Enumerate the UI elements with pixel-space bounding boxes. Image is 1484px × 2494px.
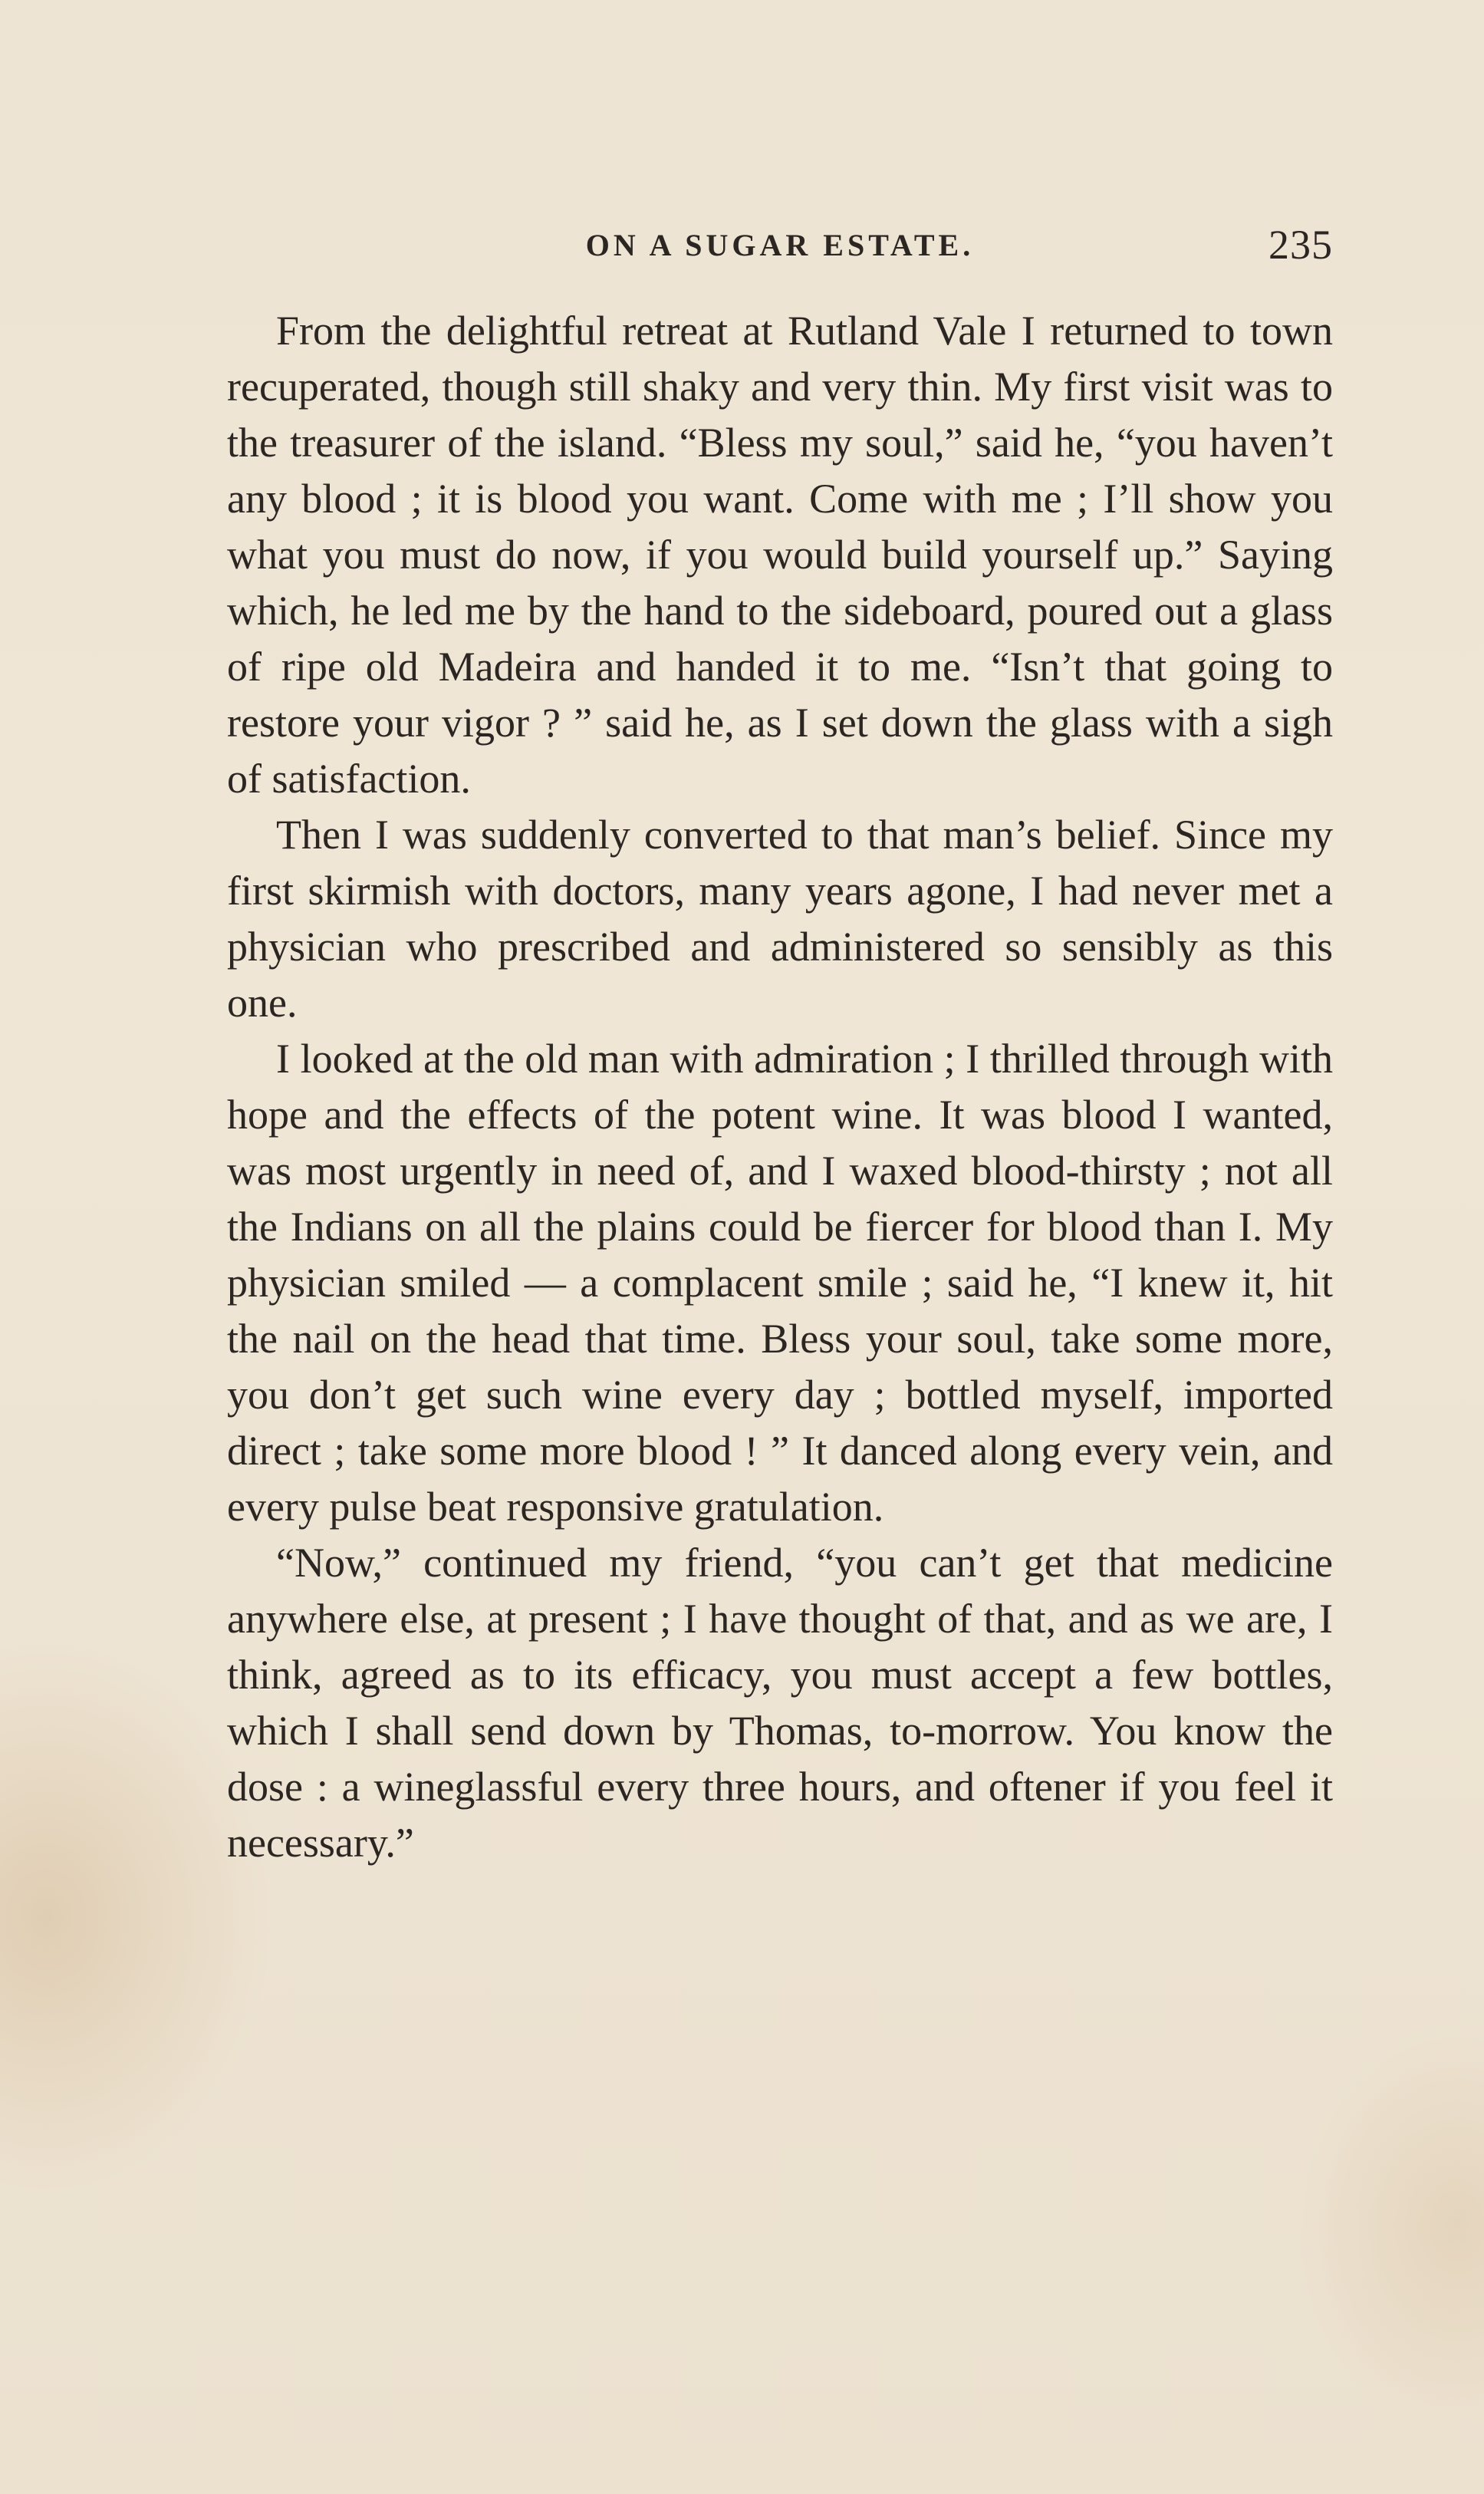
page-header — [227, 222, 1333, 273]
paragraph: I looked at the old man with admiration ; I thrilled through with hope and the effects of the potent wine. It was blood I wanted, was most urgently in need of, and I waxed blood-thirsty ; not all the Indians on all the plains could be fiercer for blood than I. My physician smiled — a complacent smile ; said he, “I knew it, hit the nail on the head that time. Bless your soul, take some more, you don’t get such wine every day ; bottled myself, imported direct ; take some more blood ! ” It danced along every vein, and every pulse beat responsive gratulation. — [227, 1036, 1333, 1530]
paragraph: “Now,” continued my friend, “you can’t get that medicine anywhere else, at present ; I have thought of that, and as we are, I think, agreed as to its efficacy, you must accept a few bottles, which I shall send down by Thomas, to-morrow. You know the dose : a wineglassful every three hours, and oftener if you feel it necessary.” — [227, 1540, 1333, 1866]
page-number: 235 — [1268, 222, 1333, 268]
running-head: ON A SUGAR ESTATE. — [585, 228, 975, 262]
paragraph: From the delightful retreat at Rutland Vale I returned to town recuperated, though still shaky and very thin. My first visit was to the treasurer of the island. “Bless my soul,” said he, “you haven’t any blood ; it is blood you want. Come with me ; I’ll show you what you must do now, if you would build yourself up.” Saying which, he led me by the hand to the sideboard, poured out a glass of ripe old Madeira and handed it to me. “Isn’t that going to restore your vigor ? ” said he, as I set down the glass with a sigh of satisfaction. — [227, 308, 1333, 802]
body-text — [227, 303, 1333, 1871]
paragraph: Then I was suddenly converted to that man’s belief. Since my first skirmish with doctors, many years agone, I had never met a physician who prescribed and administered so sensibly as this one. — [227, 812, 1333, 1026]
